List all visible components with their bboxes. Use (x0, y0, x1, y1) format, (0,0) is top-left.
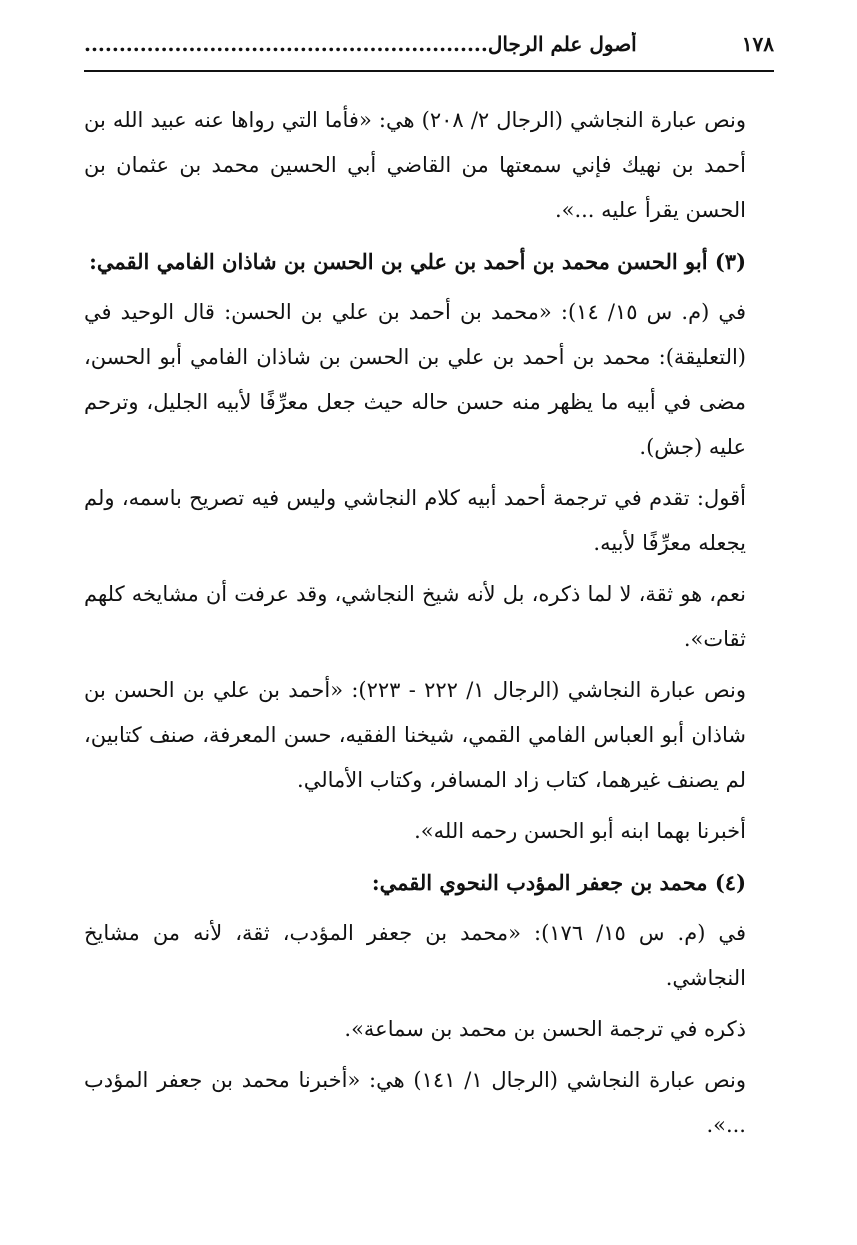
paragraph-mention: ذكره في ترجمة الحسن بن محمد بن سماعة». (344, 1017, 746, 1041)
paragraph-najashi-quote-2: ونص عبارة النجاشي (الرجال ١/ ٢٢٢ - ٢٢٣): «أحمد بن علي بن الحسن بن شاذان أبو العباس الفامي القمي، شيخنا الفقيه، حسن المعرفة، صنف كتابين، لم يصنف غيرهما، كتاب زاد المسافر، وكتاب الأمالي. (84, 678, 746, 792)
page-header (84, 32, 774, 72)
page-number: ١٧٨ (741, 32, 774, 56)
paragraph-author-comment: أقول: تقدم في ترجمة أحمد أبيه كلام النجاشي وليس فيه تصريح باسمه، ولم يجعله معرِّفًا لأبيه. (84, 486, 746, 555)
paragraph-najashi-quote-1: ونص عبارة النجاشي (الرجال ٢/ ٢٠٨) هي: «فأما التي رواها عنه عبيد الله بن أحمد بن نهيك فإني سمعتها من القاضي أبي الحسين محمد بن عثمان بن الحسن يقرأ عليه ...». (84, 108, 746, 222)
paragraph-citation-3: في (م. س ١٥/ ١٤): «محمد بن أحمد بن علي بن الحسن: قال الوحيد في (التعليقة): محمد بن أحمد بن علي بن الحسن بن شاذان الفامي أبو الحسن، مضى في أبيه ما يظهر منه حسن حاله حيث جعل معرِّفًا لأبيه الجليل، وترحم عليه (جش). (84, 300, 746, 459)
page-body (84, 98, 774, 1148)
running-header (84, 32, 742, 56)
paragraph-citation-4: في (م. س ١٥/ ١٧٦): «محمد بن جعفر المؤدب، ثقة، لأنه من مشايخ النجاشي. (84, 921, 746, 990)
leader-dots: .......................................................... (84, 32, 488, 56)
entry-heading-3: (٣) أبو الحسن محمد بن أحمد بن علي بن الحسن بن شاذان الفامي القمي: (89, 249, 746, 274)
running-title: أصول علم الرجال (487, 32, 637, 56)
paragraph-najashi-quote-3: ونص عبارة النجاشي (الرجال ١/ ١٤١) هي: «أخبرنا محمد بن جعفر المؤدب ...». (84, 1068, 746, 1137)
document-page (84, 32, 774, 1154)
paragraph-quote-continuation: أخبرنا بهما ابنه أبو الحسن رحمه الله». (414, 819, 746, 843)
entry-heading-4: (٤) محمد بن جعفر المؤدب النحوي القمي: (371, 870, 746, 895)
paragraph-conclusion: نعم، هو ثقة، لا لما ذكره، بل لأنه شيخ النجاشي، وقد عرفت أن مشايخه كلهم ثقات». (84, 582, 746, 651)
